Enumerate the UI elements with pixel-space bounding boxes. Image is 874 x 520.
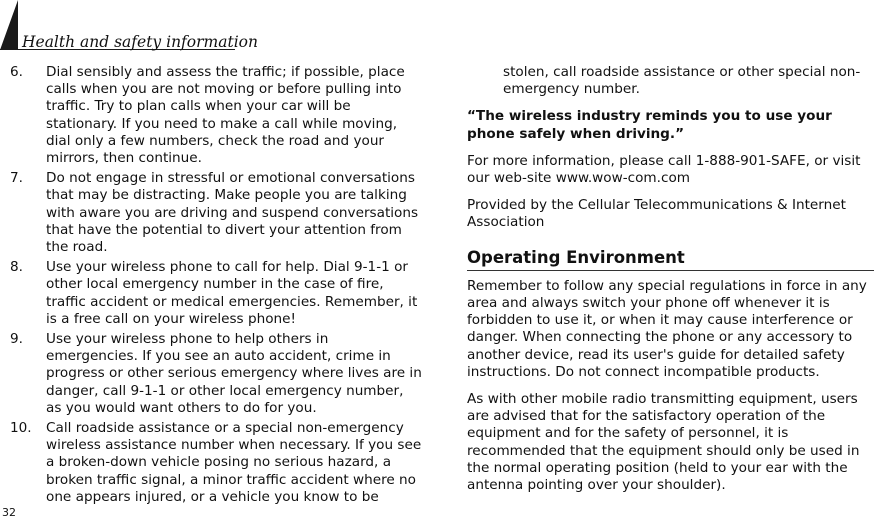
list-item: [10, 331, 422, 417]
list-item-text: Use your wireless phone to help others in emergencies. If you see an auto accident, crime in progress or other serious emergency where lives are in danger, call 9-1-1 or other local emergency number, as you would want others to do for you.: [46, 331, 422, 416]
list-item: [10, 259, 422, 328]
list-item: [10, 170, 422, 256]
safety-quote: “The wireless industry reminds you to use your phone safely when driving.”: [467, 108, 832, 142]
left-column: [10, 64, 422, 509]
page-number: 32: [2, 506, 16, 519]
list-item: [10, 420, 422, 506]
right-column: [467, 64, 874, 504]
provided-by-text: Provided by the Cellular Telecommunications & Internet Association: [467, 197, 846, 231]
section-heading: Operating Environment: [467, 249, 874, 271]
list-item-text: Use your wireless phone to call for help. Dial 9-1-1 or other local emergency number in the case of fire, traffic accident or medical emergencies. Remember, it is a free call on your wireless phone!: [46, 259, 418, 327]
list-item-text: Do not engage in stressful or emotional conversations that may be distracting. Make people you are talking with aware you are driving and suspend conversations that have the potential to divert your attention from the road.: [46, 170, 419, 256]
list-item-continuation: stolen, call roadside assistance or other special non-emergency number.: [503, 64, 861, 98]
list-item-text: Call roadside assistance or a special non-emergency wireless assistance number when necessary. If you see a broken-down vehicle posing no serious hazard, a broken traffic signal, a minor traffic accident where no one appears injured, or a vehicle you know to be: [46, 420, 422, 505]
list-item-number: 9.: [10, 331, 23, 348]
list-item-text: Dial sensibly and assess the traffic; if possible, place calls when you are not moving or before pulling into traffic. Try to plan calls when your car will be stationary. If you need to make a call while moving, dial only a few numbers, check the road and your mirrors, then continue.: [46, 64, 405, 167]
list-item: [10, 64, 422, 167]
list-item-number: 7.: [10, 170, 23, 187]
list-item-number: 8.: [10, 259, 23, 276]
operating-environment-paragraph: Remember to follow any special regulations in force in any area and always switch your phone off whenever it is forbidden to use it, or when it may cause interference or danger. When connecting the phone or any accessory to another device, read its user's guide for detailed safety instructions. Do not connect incompatible products.: [467, 277, 867, 380]
header-accent-bar: [0, 0, 18, 50]
list-item-number: 10.: [10, 420, 32, 437]
page-header-title: Health and safety information: [22, 33, 258, 51]
more-info-text: For more information, please call 1-888-901-SAFE, or visit our web-site www.wow-com.com: [467, 152, 861, 187]
radio-equipment-paragraph: As with other mobile radio transmitting equipment, users are advised that for the satisfactory operation of the equipment and for the safety of personnel, it is recommended that the equipment should only be used in the normal operating position (held to your ear with the antenna pointing over your shoulder).: [467, 391, 860, 494]
list-item-number: 6.: [10, 64, 23, 80]
